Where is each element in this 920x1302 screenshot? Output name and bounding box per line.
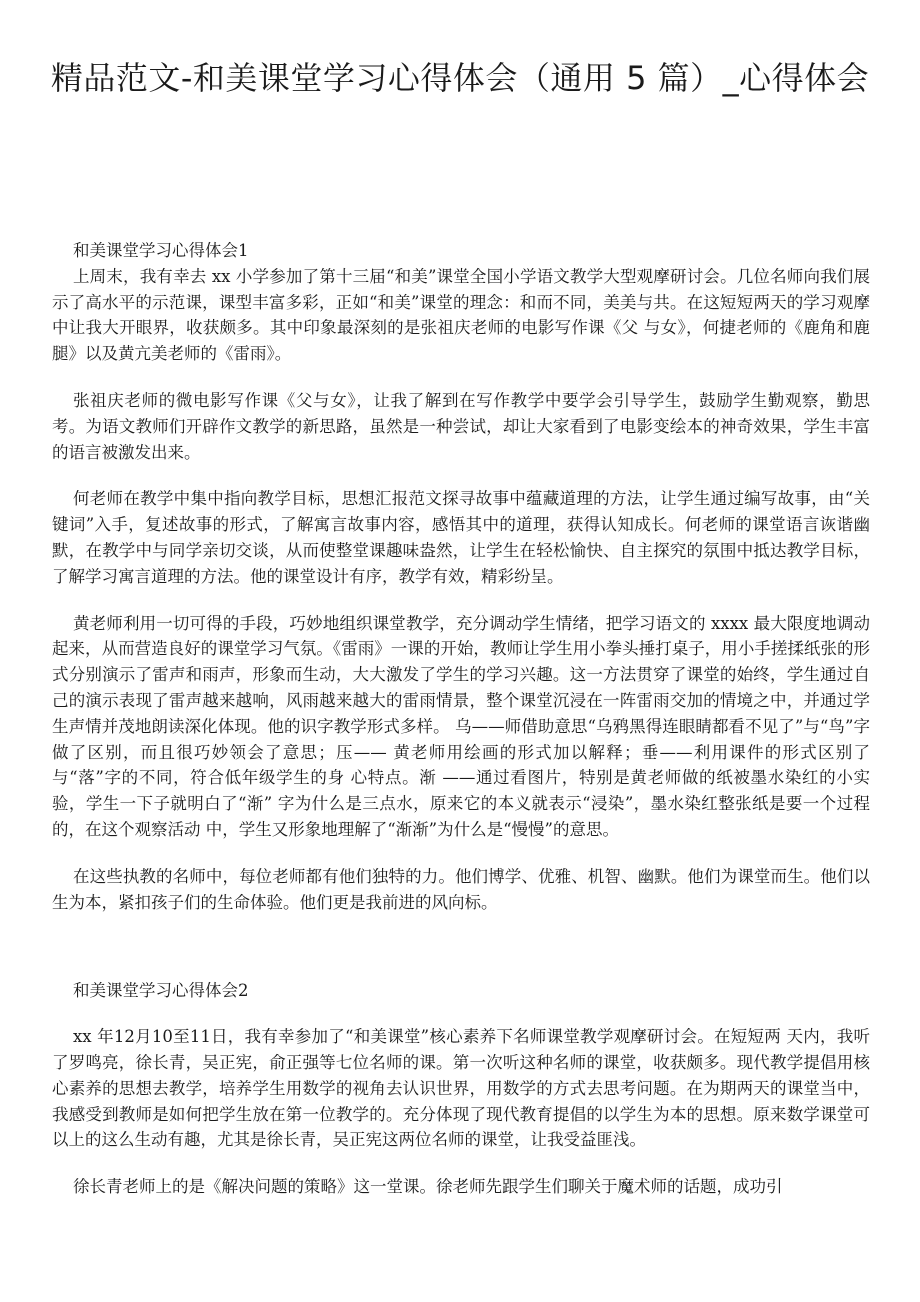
paragraph: 何老师在教学中集中指向教学目标，思想汇报范文探寻故事中蕴藏道理的方法，让学生通过编写故事，由“关键词”入手，复述故事的形式，了解寓言故事内容，感悟其中的道理，获得认知成长。何老师的课堂语言诙谐幽默，在教学中与同学亲切交谈，从而使整堂课趣味盎然，让学生在轻松愉快、自主探究的氛围中抵达教学目标，了解学习寓言道理的方法。他的课堂设计有序，教学有效，精彩纷呈。 xyxy=(52,489,870,586)
paragraph: 黄老师利用一切可得的手段，巧妙地组织课堂教学，充分调动学生情绪，把学习语文的 xxxx 最大限度地调动起来，从而营造良好的课堂学习气氛。《雷雨》一课的开始，教师让学生用小拳头捶打桌子，用小手搓揉纸张的形式分别演示了雷声和雨声，形象而生动，大大激发了学生的学习兴趣。这一方法贯穿了课堂的始终，学生通过自己的演示表现了雷声越来越响，风雨越来越大的雷雨情景，整个课堂沉浸在一阵雷雨交加的情境之中，并通过学生声情并茂地朗读深化体现。他的识字教学形式多样。 乌——师借助意思“乌鸦黑得连眼睛都看不见了”与“鸟”字做了区别，而且很巧妙领会了意思；压—— 黄老师用绘画的形式加以解释；垂——利用课件的形式区别了与“落”字的不同，符合低年级学生的身 心特点。渐 ——通过看图片，特别是黄老师做的纸被墨水染红的小实验，学生一下子就明白了“渐” 字为什么是三点水，原来它的本义就表示“浸染”，墨水染红整张纸是要一个过程的，在这个观察活动 中，学生又形象地理解了“渐渐”为什么是“慢慢”的意思。 xyxy=(52,613,870,839)
paragraph: 张祖庆老师的微电影写作课《父与女》，让我了解到在写作教学中要学会引导学生，鼓励学生勤观察，勤思考。为语文教师们开辟作文教学的新思路，虽然是一种尝试，却让大家看到了电影变绘本的神奇效果，学生丰富的语言被激发出来。 xyxy=(52,390,870,462)
paragraph: 徐长青老师上的是《解决问题的策略》这一堂课。徐老师先跟学生们聊关于魔术师的话题，成功引 xyxy=(73,1177,783,1197)
paragraph: 在这些执教的名师中，每位老师都有他们独特的力。他们博学、优雅、机智、幽默。他们为课堂而生。他们以生为本，紧扣孩子们的生命体验。他们更是我前进的风向标。 xyxy=(52,866,870,912)
section-spacer xyxy=(52,936,870,978)
document-body xyxy=(52,238,870,1221)
section-heading: 和美课堂学习心得体会2 xyxy=(73,981,249,1001)
section-heading: 和美课堂学习心得体会1 xyxy=(73,241,249,260)
paragraph: 上周末，我有幸去 xx 小学参加了第十三届“和美”课堂全国小学语文教学大型观摩研讨会。几位名师向我们展示了高水平的示范课，课型丰富多彩，正如“和美”课堂的理念：和而不同，美美与共。在这短短两天的学习观摩中让我大开眼界，收获颇多。其中印象最深刻的是张祖庆老师的电影写作课《父 与女》，何捷老师的《鹿角和鹿腿》以及黄亢美老师的《雷雨》。 xyxy=(52,266,870,364)
document-title: 精品范文-和美课堂学习心得体会（通用 5 篇）_心得体会 xyxy=(50,59,870,97)
paragraph: xx 年12月10至11日，我有幸参加了“和美课堂”核心素养下名师课堂教学观摩研讨会。在短短两 天内，我听了罗鸣亮，徐长青，吴正宪，俞正强等七位名师的课。第一次听这种名师的课堂，收获颇多。现代教学提倡用核心素养的思想去教学，培养学生用数学的视角去认识世界，用数学的方式去思考问题。在为期两天的课堂当中，我感受到教师是如何把学生放在第一位教学的。充分体现了现代教育提倡的以学生为本的思想。原来数学课堂可以上的这么生动有趣，尤其是徐长青，吴正宪这两位名师的课堂，让我受益匪浅。 xyxy=(52,1027,870,1150)
